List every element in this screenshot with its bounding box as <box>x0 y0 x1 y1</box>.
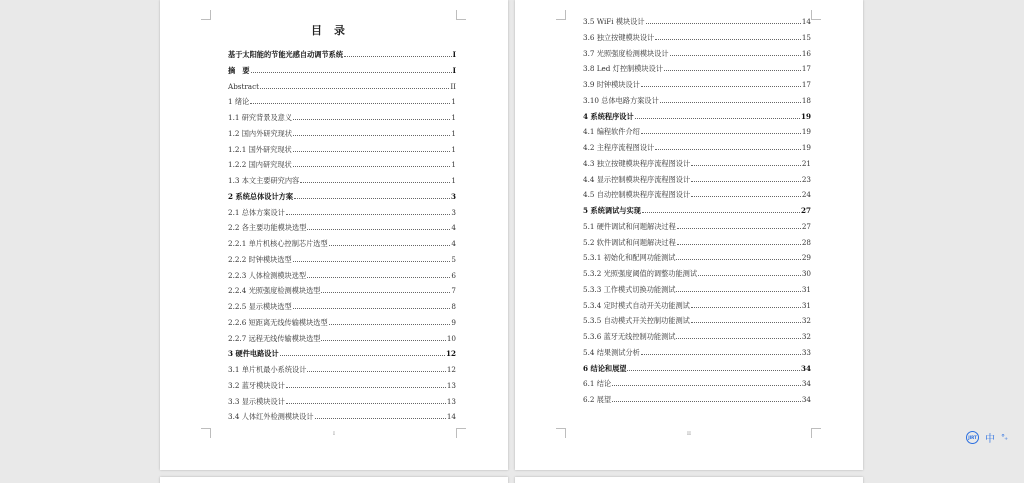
toc-entry[interactable] <box>228 82 456 98</box>
toc-entry-title: 2.2.4 光照强度检测模块选型 <box>228 286 321 296</box>
ime-language-toggle[interactable]: 中 <box>985 434 995 445</box>
toc-entry-page: 1 <box>451 160 456 170</box>
toc-entry-page: 31 <box>801 284 811 294</box>
margin-mark-top-right <box>811 10 821 20</box>
ime-logo-icon[interactable]: JIRT <box>966 431 979 444</box>
toc-entry-page: 30 <box>801 269 811 278</box>
toc-entry-title: 2.2.2 时钟模块选型 <box>228 254 292 264</box>
toc-entry-page: 19 <box>801 143 811 152</box>
toc-entry-page: 18 <box>801 95 811 105</box>
toc-entry-page: II <box>450 81 456 91</box>
toc-entry-title: 6.2 展望 <box>583 395 612 404</box>
toc-entry-title: 4.2 主程序流程图设计 <box>583 143 655 152</box>
toc-entry-title: 2.2.6 短距离无线传输模块选型 <box>228 317 328 327</box>
toc-entry-title: 2.2.3 人体检测模块选型 <box>228 270 307 280</box>
toc-entry[interactable] <box>228 255 456 271</box>
toc-entry-page: 34 <box>801 395 811 404</box>
toc-leader-dots <box>677 224 801 229</box>
toc-entry-page: 19 <box>800 111 811 121</box>
toc-entry-page: 29 <box>801 253 811 263</box>
toc-leader-dots <box>307 273 450 278</box>
toc-entry-page: I <box>452 50 456 59</box>
toc-entry-title: 3.6 独立按键模块设计 <box>583 32 655 42</box>
toc-entry-title: 3.2 蓝牙模块设计 <box>228 380 285 390</box>
toc-entry-page: 1 <box>451 144 456 154</box>
toc-entry-page: 5 <box>451 254 456 264</box>
toc-leader-dots <box>307 367 445 372</box>
toc-leader-dots <box>344 52 452 57</box>
toc-leader-dots <box>642 208 800 213</box>
toc-entry[interactable] <box>583 379 811 395</box>
toc-entry[interactable] <box>228 381 456 397</box>
toc-entry[interactable] <box>228 349 456 365</box>
toc-entry[interactable] <box>228 145 456 161</box>
toc-leader-dots <box>670 51 801 56</box>
toc-entry[interactable] <box>228 192 456 208</box>
toc-leader-dots <box>329 320 451 325</box>
toc-entry[interactable] <box>228 302 456 318</box>
toc-entry[interactable] <box>228 223 456 239</box>
toc-entry[interactable] <box>583 285 811 301</box>
toc-entry-title: 1 绪论 <box>228 97 250 107</box>
toc-entry-title: 1.2.1 国外研究现状 <box>228 144 292 154</box>
toc-entry[interactable] <box>228 286 456 302</box>
toc-leader-dots <box>641 82 801 87</box>
toc-entry-title: 2.1 总体方案设计 <box>228 207 285 217</box>
toc-entry[interactable] <box>228 318 456 334</box>
toc-entry-title: 4.4 显示控制模块程序流程图设计 <box>583 174 691 184</box>
margin-mark-top-left <box>201 10 211 20</box>
toc-page-1 <box>160 0 508 470</box>
margin-mark-top-right <box>456 10 466 20</box>
toc-entry-title: 5.3.3 工作模式切换功能测试 <box>583 284 676 294</box>
toc-entry-page: 12 <box>445 349 456 359</box>
toc-entry[interactable] <box>228 113 456 129</box>
page-number: I <box>333 431 335 437</box>
toc-entry-page: 24 <box>801 190 811 200</box>
toc-entry-title: 基于太阳能的节能光感自动调节系统 <box>228 50 344 59</box>
toc-entry-title: 5.3.2 光照强度阈值的调整功能测试 <box>583 269 698 278</box>
toc-entry-page: 7 <box>451 286 456 296</box>
toc-entry-title: 5.2 软件调试和问题解决过程 <box>583 237 676 247</box>
toc-entry[interactable] <box>583 64 811 80</box>
toc-entry[interactable] <box>583 33 811 49</box>
toc-entry-title: 1.1 研究背景及意义 <box>228 113 293 122</box>
toc-entry-page: 34 <box>801 379 811 389</box>
toc-leader-dots <box>251 68 452 73</box>
toc-entry[interactable] <box>583 269 811 285</box>
toc-entry-title: 1.2.2 国内研究现状 <box>228 160 292 170</box>
toc-entry[interactable] <box>228 239 456 255</box>
toc-entry-page: 23 <box>801 174 811 184</box>
toc-entry-page: 28 <box>801 237 811 247</box>
toc-entry-page: 27 <box>800 206 811 215</box>
toc-entry-page: 19 <box>801 127 811 137</box>
toc-leader-dots <box>646 19 801 24</box>
toc-entry-title: 3.4 人体红外检测模块设计 <box>228 412 314 422</box>
toc-leader-dots <box>321 288 450 293</box>
toc-entry-title: 3.5 WiFi 模块设计 <box>583 17 645 26</box>
toc-entry-title: Abstract <box>228 81 260 91</box>
toc-entry-title: 5.3.4 定时模式自动开关功能测试 <box>583 300 690 310</box>
toc-entry-title: 2.2 各主要功能模块选型 <box>228 223 307 233</box>
toc-entry[interactable] <box>583 316 811 332</box>
toc-leader-dots <box>307 225 450 230</box>
toc-entry-page: 16 <box>801 48 811 58</box>
toc-entry[interactable] <box>228 412 456 428</box>
toc-entry[interactable] <box>583 96 811 112</box>
toc-entry-page: I <box>452 65 456 75</box>
toc-leader-dots <box>293 304 451 309</box>
toc-leader-dots <box>293 162 451 167</box>
ime-toolbar[interactable] <box>966 430 1007 445</box>
toc-entry[interactable] <box>583 206 811 222</box>
toc-entry[interactable] <box>228 271 456 287</box>
toc-entry-page: 3 <box>451 207 456 217</box>
toc-entry[interactable] <box>583 49 811 65</box>
toc-entry[interactable] <box>583 159 811 175</box>
toc-entry-title: 3.1 单片机最小系统设计 <box>228 365 307 374</box>
toc-entry-page: 10 <box>446 333 456 343</box>
toc-leader-dots <box>627 366 800 371</box>
toc-entry-title: 5.3.5 自动模式开关控制功能测试 <box>583 316 690 326</box>
toc-entry-title: 2 系统总体设计方案 <box>228 191 294 201</box>
toc-entry-title: 3.9 时钟模块设计 <box>583 80 640 89</box>
toc-leader-dots <box>293 257 451 262</box>
toc-leader-dots <box>655 145 801 150</box>
toc-entry-title: 摘 要 <box>228 65 250 75</box>
toc-entry-page: 1 <box>451 97 456 107</box>
toc-entry-title: 4.3 独立按键模块程序流程图设计 <box>583 158 691 168</box>
toc-entry[interactable] <box>583 222 811 238</box>
toc-leader-dots <box>329 241 451 246</box>
toc-entry-page: 33 <box>801 347 811 357</box>
toc-entry-page: 27 <box>801 221 811 231</box>
toc-entry[interactable] <box>583 395 811 411</box>
toc-entry[interactable] <box>228 397 456 413</box>
toc-leader-dots <box>635 114 800 119</box>
toc-entry-page: 21 <box>801 158 811 168</box>
toc-leader-dots <box>286 210 451 215</box>
toc-entry-page: 15 <box>801 32 811 42</box>
toc-entry[interactable] <box>583 332 811 348</box>
toc-entry-page: 34 <box>800 363 811 373</box>
toc-leader-dots <box>260 84 449 89</box>
next-page-right <box>515 477 863 483</box>
toc-entry-title: 2.2.7 远程无线传输模块选型 <box>228 333 321 343</box>
toc-entry[interactable] <box>583 348 811 364</box>
toc-entry-title: 6 结论和展望 <box>583 363 627 373</box>
toc-entry-page: 31 <box>801 300 811 310</box>
toc-entry[interactable] <box>228 160 456 176</box>
toc-entry-page: 1 <box>451 176 456 185</box>
toc-leader-dots <box>691 303 801 308</box>
toc-entry-page: 17 <box>801 80 811 89</box>
toc-entry-title: 3.7 光照强度检测模块设计 <box>583 48 669 58</box>
toc-leader-dots <box>691 318 801 323</box>
toc-entry[interactable] <box>228 334 456 350</box>
ime-punctuation-icon[interactable]: °₊ <box>1001 433 1008 442</box>
toc-entry[interactable] <box>583 143 811 159</box>
page-number: II <box>687 431 691 437</box>
toc-leader-dots <box>664 66 801 71</box>
toc-leader-dots <box>655 35 801 40</box>
toc-leader-dots <box>286 383 446 388</box>
toc-page-2 <box>515 0 863 470</box>
toc-entry[interactable] <box>228 365 456 381</box>
toc-entry-title: 3.8 Led 灯控制模块设计 <box>583 64 663 74</box>
toc-entry-page: 3 <box>450 191 456 201</box>
toc-leader-dots <box>698 271 801 276</box>
toc-entry[interactable] <box>583 190 811 206</box>
toc-leader-dots <box>641 129 801 134</box>
toc-entry[interactable] <box>583 253 811 269</box>
toc-entry[interactable] <box>583 364 811 380</box>
toc-entry-title: 1.2 国内外研究现状 <box>228 128 293 138</box>
toc-leader-dots <box>660 98 801 103</box>
toc-leader-dots <box>250 99 450 104</box>
toc-entry-title: 4 系统程序设计 <box>583 111 634 121</box>
toc-leader-dots <box>612 381 801 386</box>
toc-entry-page: 13 <box>446 396 456 406</box>
toc-leader-dots <box>280 351 445 356</box>
toc-entry-page: 1 <box>451 128 456 138</box>
toc-entry[interactable] <box>228 208 456 224</box>
toc-entry[interactable] <box>583 17 811 33</box>
toc-entry-title: 3.10 总体电路方案设计 <box>583 95 659 105</box>
toc-leader-dots <box>691 161 801 166</box>
toc-entry-title: 5.1 硬件调试和问题解决过程 <box>583 221 676 231</box>
toc-entry[interactable] <box>228 97 456 113</box>
toc-entry-title: 3 硬件电路设计 <box>228 349 279 359</box>
toc-entry-title: 5.4 结果测试分析 <box>583 347 640 357</box>
toc-entry-page: 9 <box>451 317 456 327</box>
toc-entry-page: 14 <box>446 412 456 422</box>
margin-mark-top-left <box>556 10 566 20</box>
toc-entry-page: 8 <box>451 302 456 311</box>
toc-entry[interactable] <box>228 129 456 145</box>
next-page-left <box>160 477 508 483</box>
toc-entry[interactable] <box>583 80 811 96</box>
toc-entry-page: 32 <box>801 316 811 326</box>
toc-entry-page: 12 <box>446 365 456 374</box>
toc-entry-title: 5.3.6 蓝牙无线控制功能测试 <box>583 332 676 341</box>
toc-entry[interactable] <box>583 238 811 254</box>
toc-entry-title: 2.2.1 单片机核心控制芯片选型 <box>228 239 328 248</box>
toc-leader-dots <box>676 287 800 292</box>
toc-leader-dots <box>676 255 800 260</box>
toc-entry[interactable] <box>228 66 456 82</box>
toc-entry[interactable] <box>583 175 811 191</box>
toc-leader-dots <box>321 336 445 341</box>
toc-entry[interactable] <box>583 127 811 143</box>
toc-leader-dots <box>293 147 451 152</box>
toc-entry-page: 17 <box>801 64 811 74</box>
toc-entry-page: 1 <box>451 113 456 122</box>
toc-entry-title: 4.1 编程软件介绍 <box>583 127 640 137</box>
toc-entry-page: 13 <box>446 380 456 390</box>
toc-leader-dots <box>677 240 801 245</box>
toc-leader-dots <box>293 115 450 120</box>
toc-entry-title: 1.3 本文主要研究内容 <box>228 176 300 185</box>
toc-entry[interactable] <box>228 50 456 66</box>
toc-leader-dots <box>641 350 801 355</box>
toc-entry-page: 6 <box>451 270 456 280</box>
toc-entry[interactable] <box>228 176 456 192</box>
toc-leader-dots <box>293 131 450 136</box>
toc-entry-page: 32 <box>801 332 811 341</box>
toc-entry-title: 2.2.5 显示模块选型 <box>228 302 292 311</box>
toc-leader-dots <box>691 177 801 182</box>
toc-entry[interactable] <box>583 112 811 128</box>
toc-list-page-1 <box>228 50 456 428</box>
toc-leader-dots <box>300 178 450 183</box>
toc-entry[interactable] <box>583 301 811 317</box>
toc-list-page-2 <box>583 17 811 411</box>
toc-entry-page: 14 <box>801 17 811 26</box>
toc-leader-dots <box>315 414 446 419</box>
toc-leader-dots <box>294 194 450 199</box>
toc-entry-title: 6.1 结论 <box>583 379 612 389</box>
toc-entry-title: 5.3.1 初始化和配网功能测试 <box>583 253 676 263</box>
toc-entry-page: 4 <box>451 239 456 248</box>
toc-entry-title: 3.3 显示模块设计 <box>228 396 285 406</box>
toc-entry-page: 4 <box>451 223 456 233</box>
toc-leader-dots <box>676 334 800 339</box>
toc-leader-dots <box>612 397 801 402</box>
toc-title: 目录 <box>311 24 357 37</box>
toc-entry-title: 4.5 自动控制模块程序流程图设计 <box>583 190 691 200</box>
toc-entry-title: 5 系统调试与实现 <box>583 206 641 215</box>
toc-leader-dots <box>691 192 801 197</box>
toc-leader-dots <box>286 399 446 404</box>
